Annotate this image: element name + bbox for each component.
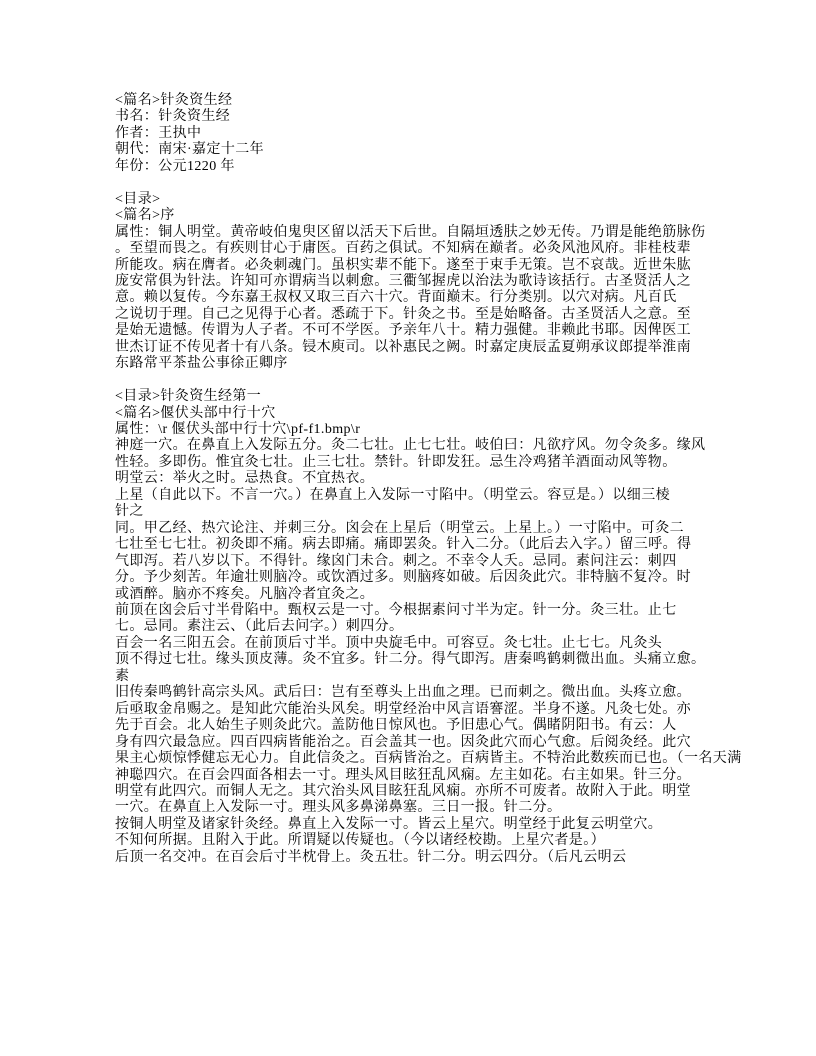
text-line: 性轻。多即伤。惟宜灸七壮。止三七壮。禁针。针即发狂。忌生冷鸡猪羊酒面动风等物。 [115, 454, 677, 470]
text-line: 先于百会。北人始生子则灸此穴。盖防他日惊风也。予旧患心气。偶睹阴阳书。有云：人 [115, 718, 677, 734]
text-line: 属性：铜人明堂。黄帝岐伯鬼臾区留以活天下后世。自隔垣透肤之妙无传。乃谓是能绝筋脉伤 [115, 224, 706, 240]
text-line: 神聪四穴。在百会四面各相去一寸。理头风目眩狂乱风痫。左主如花。右主如果。针三分。 [115, 767, 691, 783]
document-page [115, 93, 742, 866]
text-line: 七壮至七七壮。初灸即不痛。病去即痛。痛即罢灸。针入二分。（此后去入字。）留三呼。得 [115, 537, 692, 553]
text-line: 不知何所据。且附入于此。所谓疑以传疑也。（今以诸经校勘。上星穴者是。） [115, 833, 605, 849]
text-line: 素 [115, 668, 130, 684]
text-line: <篇名>序 [115, 208, 175, 224]
text-line: 书名：针灸资生经 [115, 109, 231, 125]
text-line: 一穴。在鼻直上入发际一寸。理头风多鼻涕鼻塞。三日一报。针二分。 [115, 800, 562, 816]
text-line: 身有四穴最急应。四百四病皆能治之。百会盖其一也。因灸此穴而心气愈。后阅灸经。此穴 [115, 734, 691, 750]
text-line: 百会一名三阳五会。在前顶后寸半。顶中央旋毛中。可容豆。灸七壮。止七七。凡灸头 [115, 635, 663, 651]
text-line: 。至望而畏之。有疾则甘心于庸医。百药之俱试。不知病在巅者。必灸风池风府。非桂枝辈 [115, 241, 691, 257]
text-line: 之说切于理。自己之见得于心者。悉疏于下。针灸之书。至是始略备。古圣贤活人之意。至 [115, 306, 691, 322]
text-line: 是始无遗憾。传谓为人子者。不可不学医。予亲年八十。精力强健。非赖此书耶。因俾医工 [115, 323, 691, 339]
text-line: 神庭一穴。在鼻直上入发际五分。灸二七壮。止七七壮。岐伯曰：凡欲疗风。勿令灸多。缘风 [115, 438, 706, 454]
text-line: 东路常平茶盐公事徐正卿序 [115, 356, 288, 372]
text-line: 世杰订证不传见者十有八条。锓木庾司。以补惠民之阙。时嘉定庚辰孟夏朔承议郎提举淮南 [115, 339, 691, 355]
text-line: 上星（自此以下。不言一穴。）在鼻直上入发际一寸陷中。（明堂云。容豆是。）以细三棱 [115, 487, 670, 503]
text-line: 同。甲乙经、热穴论注、并刺三分。囟会在上星后（明堂云。上星上。）一寸陷中。可灸二 [115, 520, 684, 536]
text-line: 后顶一名交冲。在百会后寸半枕骨上。灸五壮。针二分。明云四分。（后凡云明云 [115, 849, 627, 865]
text-line: 意。赖以复传。今东嘉王叔权又取三百六十穴。背面巅末。行分类别。以穴对病。凡百氏 [115, 290, 677, 306]
text-line: 分。予少刻苦。年逾壮则脑冷。或饮酒过多。则脑疼如破。后因灸此穴。非特脑不复冷。时 [115, 570, 691, 586]
text-line: 果主心烦惊悸健忘无心力。自此信灸之。百病皆治之。百病皆主。不特治此数疾而已也。（一名天满 [115, 751, 742, 767]
text-line: 顶不得过七壮。缘头顶皮薄。灸不宜多。针二分。得气即泻。唐秦鸣鹤刺微出血。头痛立愈。 [115, 652, 706, 668]
text-line: 或酒醉。脑亦不疼矣。凡脑冷者宜灸之。 [115, 586, 375, 602]
text-line: 作者：王执中 [115, 125, 202, 141]
text-line: 年份：公元1220 年 [115, 158, 235, 174]
text-line: 所能攻。病在膺者。必灸刺魂门。虽枳实辈不能下。遂至于束手无策。岂不哀哉。近世朱肱 [115, 257, 691, 273]
blank-line [115, 175, 715, 191]
blank-line [115, 373, 715, 389]
text-line: 朝代：南宋·嘉定十二年 [115, 142, 265, 158]
text-line: 针之 [115, 504, 144, 520]
text-line: 后亟取金帛赐之。是知此穴能治头风矣。明堂经治中风言语謇涩。半身不遂。凡灸七处。亦 [115, 701, 691, 717]
text-line: <目录>针灸资生经第一 [115, 389, 262, 405]
text-line: <篇名>偃伏头部中行十穴 [115, 405, 276, 421]
text-line: 前顶在囟会后寸半骨陷中。甄权云是一寸。今根据素问寸半为定。针一分。灸三壮。止七 [115, 603, 677, 619]
document-body [115, 93, 742, 866]
text-line: 庞安常俱为针法。许知可亦谓病当以刺愈。三衢邹握虎以治法为歌诗该括行。古圣贤活人之 [115, 273, 691, 289]
text-line: <目录> [115, 191, 161, 207]
text-line: <篇名>针灸资生经 [115, 93, 233, 108]
text-line: 旧传秦鸣鹤针高宗头风。武后曰：岂有至尊头上出血之理。已而刺之。微出血。头疼立愈。 [115, 685, 691, 701]
text-line: 属性：\r 偃伏头部中行十穴\pf-f1.bmp\r [115, 422, 361, 438]
text-line: 气即泻。若八岁以下。不得针。缘囟门未合。刺之。不幸令人夭。忌同。素问注云：刺四 [115, 553, 677, 569]
text-line: 按铜人明堂及诸家针灸经。鼻直上入发际一寸。皆云上星穴。明堂经于此复云明堂穴。 [115, 816, 663, 832]
text-line: 明堂云：举火之时。忌热食。不宜热衣。 [115, 471, 375, 487]
text-line: 明堂有此四穴。而铜人无之。其穴治头风目眩狂乱风痫。亦所不可废者。故附入于此。明堂 [115, 784, 691, 799]
text-line: 七。忌同。素注云、（此后去问字。）刺四分。 [115, 619, 404, 635]
